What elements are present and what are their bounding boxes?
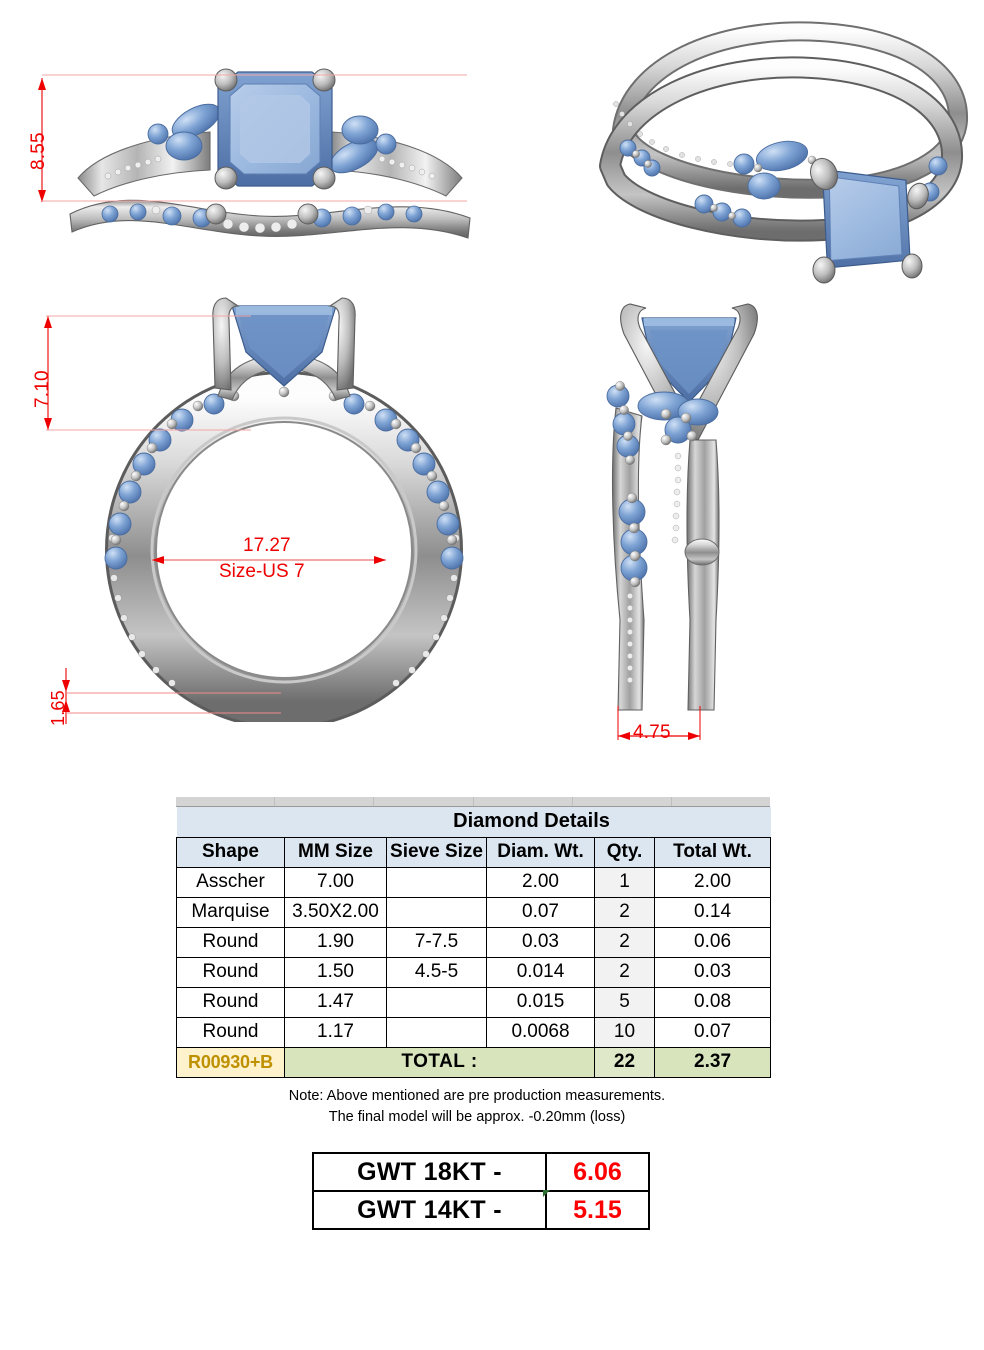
gwt-18kt-label: GWT 18KT - bbox=[313, 1153, 546, 1191]
extension-line-7-10-top bbox=[46, 313, 256, 319]
extension-line-bottom bbox=[42, 198, 472, 204]
total-label: TOTAL : bbox=[285, 1047, 595, 1077]
cell-total-wt: 0.07 bbox=[655, 1017, 771, 1047]
cell-total-wt: 0.14 bbox=[655, 897, 771, 927]
cell-sieve-size bbox=[387, 987, 487, 1017]
cell-mm-size: 3.50X2.00 bbox=[285, 897, 387, 927]
cell-sieve-size bbox=[387, 867, 487, 897]
center-asscher-stone bbox=[218, 72, 332, 186]
cell-shape: Round bbox=[177, 927, 285, 957]
spreadsheet-gutter bbox=[176, 797, 770, 807]
column-header-mm-size: MM Size bbox=[285, 837, 387, 867]
cell-mm-size: 1.17 bbox=[285, 1017, 387, 1047]
table-row bbox=[177, 1017, 771, 1047]
dimension-label-7-10: 7.10 bbox=[32, 370, 53, 408]
cell-sieve-size bbox=[387, 1017, 487, 1047]
cell-total-wt: 0.08 bbox=[655, 987, 771, 1017]
table-header-row bbox=[177, 837, 771, 867]
cell-mm-size: 1.90 bbox=[285, 927, 387, 957]
table-row bbox=[177, 927, 771, 957]
wedding-band-top bbox=[70, 200, 470, 238]
cell-shape: Round bbox=[177, 957, 285, 987]
style-code: R00930+B bbox=[177, 1047, 285, 1077]
gutter-cell bbox=[374, 797, 473, 806]
cell-diam-wt: 0.015 bbox=[487, 987, 595, 1017]
table-total-row bbox=[177, 1047, 771, 1077]
gwt-row-18kt bbox=[313, 1153, 649, 1191]
cell-total-wt: 2.00 bbox=[655, 867, 771, 897]
gutter-cell bbox=[275, 797, 374, 806]
production-note bbox=[0, 1086, 984, 1128]
dimension-label-17-27: 17.27 bbox=[243, 535, 291, 556]
cell-mm-size: 7.00 bbox=[285, 867, 387, 897]
cell-mm-size: 1.50 bbox=[285, 957, 387, 987]
column-header-total-wt: Total Wt. bbox=[655, 837, 771, 867]
cell-mm-size: 1.47 bbox=[285, 987, 387, 1017]
dimension-label-8-55: 8.55 bbox=[28, 132, 49, 170]
gwt-row-14kt bbox=[313, 1191, 649, 1229]
extension-line-1-65-bottom bbox=[66, 710, 286, 716]
column-header-qty: Qty. bbox=[595, 837, 655, 867]
engagement-ring-top bbox=[78, 69, 462, 196]
ring-size-label: Size-US 7 bbox=[219, 561, 305, 582]
gutter-cell bbox=[474, 797, 573, 806]
cell-total-wt: 0.06 bbox=[655, 927, 771, 957]
cell-shape: Round bbox=[177, 987, 285, 1017]
table-title: Diamond Details bbox=[177, 807, 771, 837]
table-row bbox=[177, 867, 771, 897]
cell-qty: 2 bbox=[595, 957, 655, 987]
cell-sieve-size: 7-7.5 bbox=[387, 927, 487, 957]
cell-shape: Round bbox=[177, 1017, 285, 1047]
cell-diam-wt: 0.03 bbox=[487, 927, 595, 957]
perspective-view-ring-set bbox=[586, 8, 982, 288]
cell-total-wt: 0.03 bbox=[655, 957, 771, 987]
note-line-2: The final model will be approx. -0.20mm (loss) bbox=[328, 1109, 626, 1125]
gwt-14kt-value: 5.15 bbox=[546, 1191, 649, 1229]
gwt-14kt-label: GWT 14KT - bbox=[313, 1191, 546, 1229]
cell-sieve-size bbox=[387, 897, 487, 927]
gwt-18kt-value: 6.06 bbox=[546, 1153, 649, 1191]
cell-qty: 2 bbox=[595, 897, 655, 927]
cell-diam-wt: 2.00 bbox=[487, 867, 595, 897]
top-view-ring-set bbox=[60, 66, 480, 251]
note-line-1: Note: Above mentioned are pre production measurements. bbox=[288, 1088, 666, 1104]
dimension-label-1-65: 1.65 bbox=[48, 690, 68, 726]
green-marker-icon bbox=[543, 1190, 550, 1197]
gross-weight-table bbox=[312, 1152, 648, 1230]
cell-qty: 2 bbox=[595, 927, 655, 957]
total-weight: 2.37 bbox=[655, 1047, 771, 1077]
total-qty: 22 bbox=[595, 1047, 655, 1077]
cell-qty: 1 bbox=[595, 867, 655, 897]
cell-shape: Asscher bbox=[177, 867, 285, 897]
cell-sieve-size: 4.5-5 bbox=[387, 957, 487, 987]
cell-shape: Marquise bbox=[177, 897, 285, 927]
column-header-diam-wt: Diam. Wt. bbox=[487, 837, 595, 867]
gutter-cell bbox=[573, 797, 672, 806]
front-view-ring-shanks bbox=[594, 290, 784, 720]
extension-line-top bbox=[42, 72, 472, 78]
cell-qty: 10 bbox=[595, 1017, 655, 1047]
column-header-sieve-size: Sieve Size bbox=[387, 837, 487, 867]
gutter-cell bbox=[672, 797, 770, 806]
table-row bbox=[177, 957, 771, 987]
cell-diam-wt: 0.07 bbox=[487, 897, 595, 927]
gutter-cell bbox=[176, 797, 275, 806]
extension-line-7-10-bottom bbox=[46, 427, 256, 433]
cell-diam-wt: 0.0068 bbox=[487, 1017, 595, 1047]
profile-view-ring bbox=[86, 292, 482, 722]
diamond-details-table bbox=[176, 797, 770, 1078]
table-row bbox=[177, 897, 771, 927]
cell-diam-wt: 0.014 bbox=[487, 957, 595, 987]
table-title-row bbox=[177, 807, 771, 837]
table-row bbox=[177, 987, 771, 1017]
cell-qty: 5 bbox=[595, 987, 655, 1017]
column-header-shape: Shape bbox=[177, 837, 285, 867]
dimension-label-4-75: 4.75 bbox=[633, 722, 671, 743]
extension-line-1-65-top bbox=[66, 690, 286, 696]
